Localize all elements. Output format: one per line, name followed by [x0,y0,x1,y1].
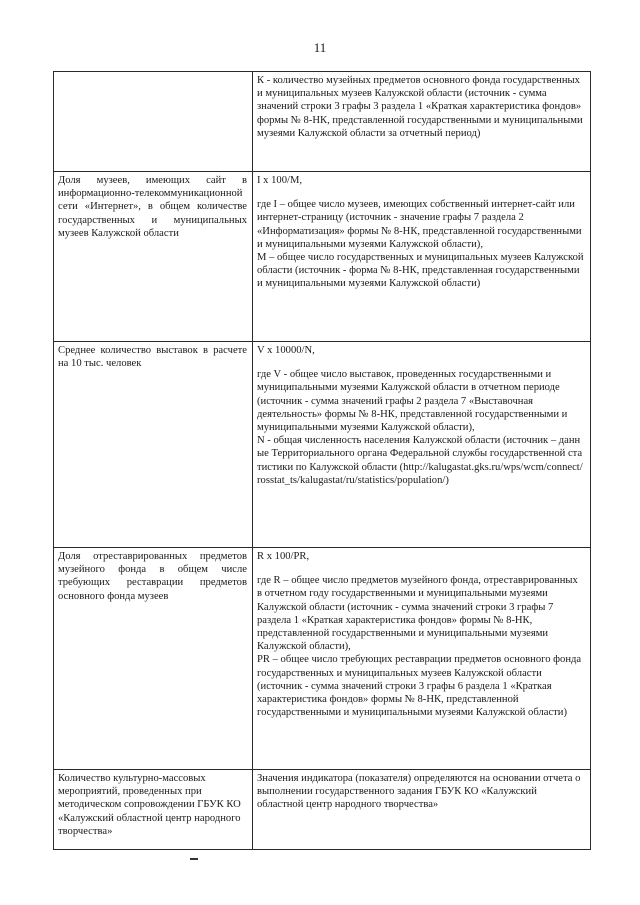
page-number: 11 [313,40,327,55]
indicator-text: Среднее количество выставок в расчете на 10 тыс. человек [58,345,247,370]
indicator-cell [54,72,253,172]
explanation-text: PR – общее число требующих реставрации предметов основного фонда государственных и муниципальных музеев Калужской области (источник - сумма значений строки 3 графы 6 раздела 1 «Краткая характеристика фондов» формы № 8-НК, представленной государственными и муниципальными музеями Калужской области) [257,654,582,719]
formula-cell [253,770,591,850]
indicator-text: Доля музеев, имеющих сайт в информационно-телекоммуникационной сети «Интернет», в общем количестве государственных и муниципальных музеев Калужской области [58,175,247,239]
formula-text: I x 100/M, [257,175,303,186]
formula-cell [253,342,591,548]
scan-mark [190,858,198,860]
table-row [54,548,591,770]
formula-text: R x 100/PR, [257,551,310,562]
table-row [54,342,591,548]
indicator-text: Количество культурно-массовых мероприятий, проведенных при методическом сопровождении ГБУК КО «Калужский областной центр народного творчества» [58,773,241,837]
explanation-text: Значения индикатора (показателя) определяются на основании отчета о выполнении государственного задания ГБУК КО «Калужский областной центр народного творчества» [257,773,581,811]
formula-cell [253,172,591,342]
table-row [54,770,591,850]
indicator-cell [54,548,253,770]
formula-cell [253,72,591,172]
explanation-text: где I – общее число музеев, имеющих собственный интернет-сайт или интернет-страницу (источник - значение графы 7 раздела 2 «Информатизация» формы № 8-НК, представленной государственными и муниципальными музеями Калужской области), [257,199,582,250]
indicator-cell [54,172,253,342]
explanation-text: где V - общее число выставок, проведенных государственными и муниципальными музеями Калужской области в отчетном периоде (источник - сумма значений графы 2 раздела 7 «Выставочная деятельность» формы № 8-НК, представленной государственными и муниципальными музеями Калужской области), [257,369,568,434]
explanation-text: где R – общее число предметов музейного фонда, отреставрированных в отчетном году государственными и муниципальными музеями Калужской области (источник - сумма значений строки 3 графы 7 раздела 1 «Краткая характеристика фондов» формы № 8-НК, представленной государственными и муниципальными музеями Калужской области), [257,575,578,653]
indicator-cell [54,770,253,850]
formula-text: V x 10000/N, [257,345,315,356]
table-row [54,72,591,172]
formula-cell [253,548,591,770]
explanation-text: К - количество музейных предметов основного фонда государственных и муниципальных музеев Калужской области (источник - сумма значений строки 3 графы 3 раздела 1 «Краткая характеристика фондов» формы № 8-НК, представленной государственными и муниципальными музеями Калужской области за отчетный период) [257,75,583,139]
indicator-text: Доля отреставрированных предметов музейного фонда в общем числе требующих реставрации предметов основного фонда музеев [58,551,247,602]
indicator-table [53,71,591,850]
indicator-cell [54,342,253,548]
explanation-text: N - общая численность населения Калужской области (источник – данные Территориального органа Федеральной службы государственной статистики по Калужской области (http://kalugastat.gks.ru/wps/wcm/connect/rosstat_ts/kalugastat/ru/statistics/population/) [257,435,583,486]
table-row [54,172,591,342]
explanation-text: М – общее число государственных и муниципальных музеев Калужской области (источник - форма № 8-НК, представленная государственными и муниципальными музеями Калужской области) [257,252,584,290]
